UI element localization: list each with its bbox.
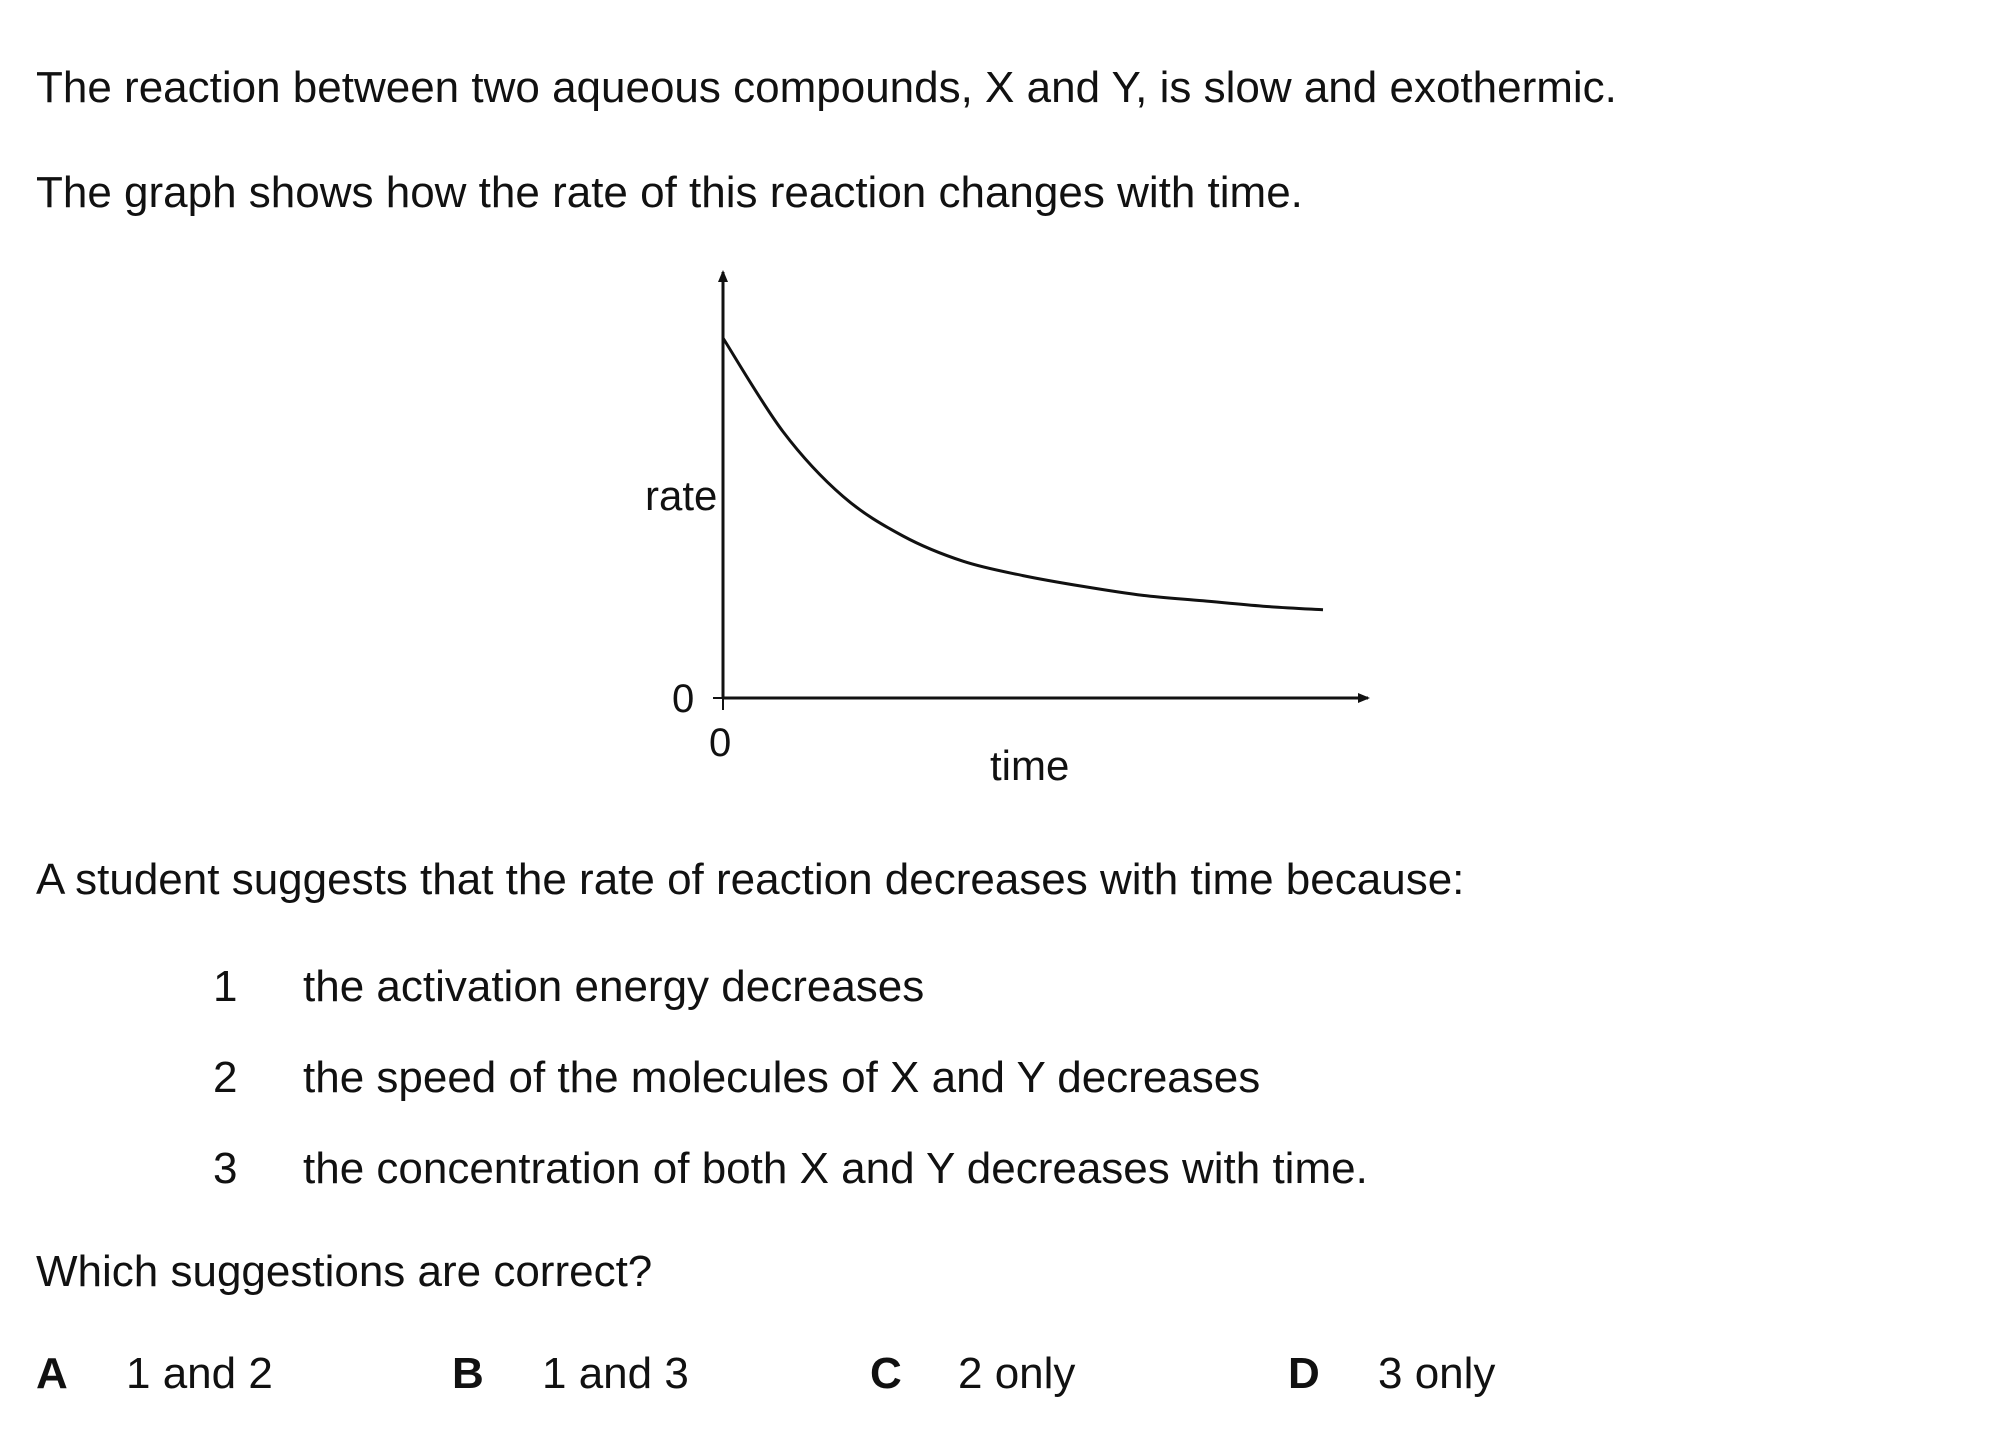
rate-time-graph	[560, 270, 1400, 800]
option-text: 3 only	[1378, 1349, 1496, 1398]
suggestion-number: 1	[213, 962, 238, 1011]
answer-option-d[interactable]	[1288, 1349, 1496, 1398]
suggestion-text: the speed of the molecules of X and Y decreases	[303, 1053, 1261, 1102]
option-letter: C	[870, 1349, 902, 1398]
suggestion-number: 2	[213, 1053, 238, 1102]
student-suggestion-intro: A student suggests that the rate of reaction decreases with time because:	[36, 855, 1465, 904]
question-prompt: Which suggestions are correct?	[36, 1247, 653, 1296]
graph-intro-text: The graph shows how the rate of this reaction changes with time.	[36, 168, 1303, 217]
suggestion-text: the concentration of both X and Y decreases with time.	[303, 1144, 1368, 1193]
rate-curve	[723, 338, 1323, 610]
option-letter: A	[36, 1349, 68, 1398]
option-text: 1 and 3	[542, 1349, 689, 1398]
answer-option-c[interactable]	[870, 1349, 1076, 1398]
answer-option-b[interactable]	[452, 1349, 689, 1398]
y-axis-label: rate	[645, 472, 718, 519]
x-tick-label-0: 0	[709, 721, 732, 765]
x-axis-label: time	[990, 742, 1070, 789]
y-tick-label-0: 0	[672, 677, 695, 721]
option-letter: B	[452, 1349, 484, 1398]
answer-option-a[interactable]	[36, 1349, 273, 1398]
intro-text: The reaction between two aqueous compounds, X and Y, is slow and exothermic.	[36, 63, 1617, 112]
suggestion-text: the activation energy decreases	[303, 962, 925, 1011]
option-letter: D	[1288, 1349, 1320, 1398]
option-text: 2 only	[958, 1349, 1076, 1398]
suggestion-number: 3	[213, 1144, 238, 1193]
option-text: 1 and 2	[126, 1349, 273, 1398]
